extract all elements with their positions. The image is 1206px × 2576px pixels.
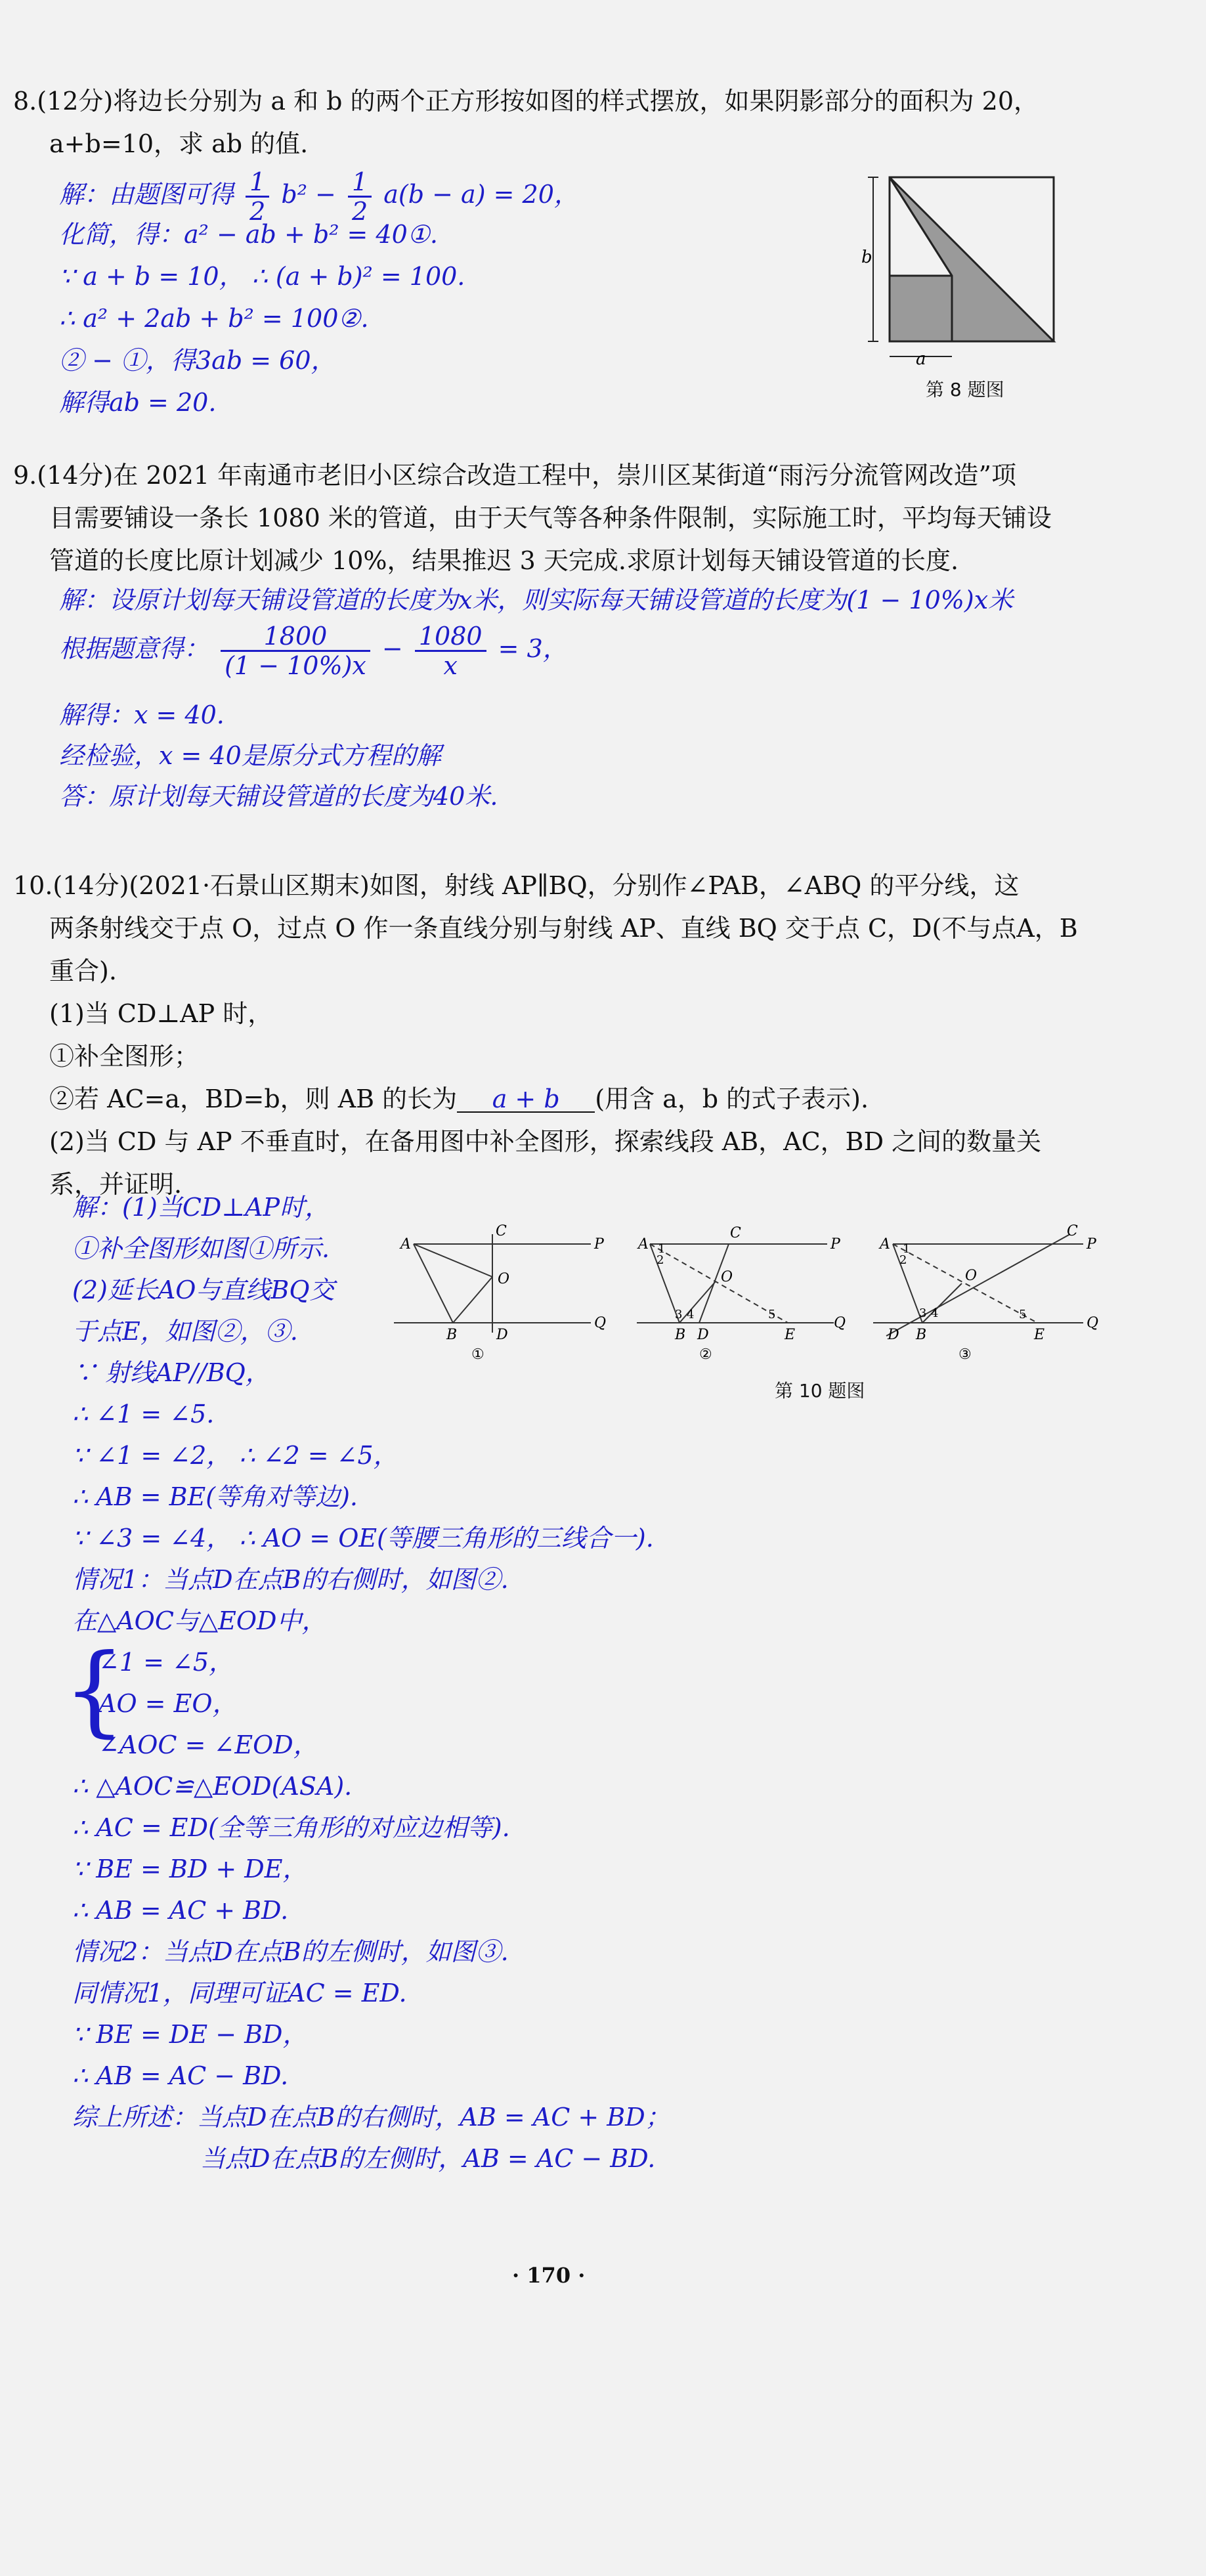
page-number: · 170 · [512,2263,586,2288]
q9-solution-line2: 根据题意得： $\frac{1800}{(1 - 10\%)x}$ − $\frac{1080}{x}$ = 3， [59,622,568,680]
q10-system-line: ∠1 = ∠5， [98,1648,234,1677]
q10-stem-line2: 两条射线交于点 O，过点 O 作一条直线分别与射线 AP、直线 BQ 交于点 C，D(不与点A，B [49,914,1078,943]
q9-stem-line2: 目需要铺设一条长 1080 米的管道，由于天气等各种条件限制，实际施工时，平均每天铺设 [49,504,1052,532]
svg-text:O: O [498,1271,510,1287]
answer-blank: a + b [457,1086,595,1113]
svg-text:4: 4 [687,1308,695,1321]
fraction-half: $\frac{1}{2}$ [348,169,372,224]
q10-part2-line2: 系，并证明. [49,1170,183,1199]
q10-part1-b: ②若 AC=a，BD=b，则 AB 的长为 a + b (用含 a，b 的式子表示). [49,1084,869,1113]
q10-figure-3 [873,1223,1098,1363]
q10-solution-line: ∵ BE = DE − BD， [72,2020,308,2049]
svg-text:Q: Q [834,1315,846,1331]
figure-2-number: ② [699,1346,712,1363]
q10-solution-line: ∴ AB = BE(等角对等边). [72,1482,358,1511]
svg-text:P: P [1087,1236,1096,1253]
q10-solution-line: ∴ AB = AC − BD. [72,2061,289,2090]
q8-small-square [890,276,952,341]
figure-1-number: ① [471,1346,485,1363]
q9-stem-line1: 9.(14分)在 2021 年南通市老旧小区综合改造工程中，崇川区某街道“雨污分流管网改造”项 [13,461,1016,490]
svg-text:C: C [496,1223,507,1239]
q10-part1: (1)当 CD⊥AP 时， [49,999,273,1028]
svg-text:Q: Q [594,1315,607,1331]
q8-stem-line1: 8.(12分)将边长分别为 a 和 b 的两个正方形按如图的样式摆放，如果阴影部分的面积为 20， [13,87,1039,116]
svg-text:1: 1 [658,1242,666,1256]
q10-solution-line: ∴ ∠1 = ∠5. [72,1400,215,1428]
q8-solution-line5: ② − ①，得3ab = 60， [59,346,336,375]
q10-figure-caption: 第 10 题图 [775,1380,865,1402]
svg-text:Q: Q [1087,1315,1099,1331]
q10-solution-line: ∵ 射线AP//BQ， [72,1358,270,1387]
svg-text:O: O [721,1269,733,1285]
svg-text:O: O [965,1268,978,1284]
q10-solution-line: ∵ ∠3 = ∠4， ∴ AO = OE(等腰三角形的三线合一). [72,1524,654,1553]
q10-stem-line1: 10.(14分)(2021·石景山区期末)如图，射线 AP∥BQ，分别作∠PAB，∠ABQ 的平分线，这 [13,871,1020,900]
q10-figure-2 [637,1225,846,1363]
svg-text:A: A [638,1236,649,1253]
q10-solution-line: ∴ AC = ED(全等三角形的对应边相等). [72,1813,510,1842]
q8-figure [860,167,1064,371]
svg-text:C: C [1067,1223,1078,1239]
q10-stem-line3: 重合). [49,956,117,985]
svg-text:3: 3 [675,1308,683,1321]
q10-conclusion-line2: 当点D在点B的左侧时，AB = AC − BD. [200,2144,656,2173]
svg-text:C: C [730,1225,741,1241]
q10-solution-line: 解：(1)当CD⊥AP时， [72,1193,330,1222]
svg-text:P: P [830,1236,840,1253]
q10-solution-line: 情况2：当点D在点B的左侧时，如图③. [72,1937,509,1966]
q10-solution-line: ①补全图形如图①所示. [72,1234,330,1263]
svg-text:E: E [785,1327,796,1343]
q10-part1-a: ①补全图形； [49,1042,200,1071]
svg-text:3: 3 [919,1306,927,1320]
svg-text:5: 5 [768,1308,776,1321]
q10-solution-line: 于点E，如图②，③. [72,1317,298,1346]
q8-solution-line2: 化简，得：a² − ab + b² = 40①. [59,220,438,249]
figure-3-number: ③ [958,1346,972,1363]
q9-solution-line4: 经检验，x = 40是原分式方程的解 [59,741,441,770]
q8-label-a: a [916,349,926,369]
q10-solution-line: ∵ ∠1 = ∠2， ∴ ∠2 = ∠5， [72,1441,398,1470]
q8-solution-line4: ∴ a² + 2ab + b² = 100②. [59,304,369,333]
svg-text:B: B [675,1327,686,1343]
svg-text:A: A [880,1236,890,1253]
fraction-1080: $\frac{1080}{x}$ [415,624,486,678]
q8-solution-line3: ∵ a + b = 10， ∴ (a + b)² = 100. [59,262,465,291]
svg-text:A: A [400,1236,411,1253]
fraction-1800: $\frac{1800}{(1 - 10\%)x}$ [221,624,370,678]
svg-text:B: B [916,1327,927,1343]
q10-system-line: ∠AOC = ∠EOD， [98,1730,318,1759]
q10-conclusion-line1: 综上所述：当点D在点B的右侧时，AB = AC + BD； [72,2103,670,2132]
q8-label-b: b [861,247,872,267]
q10-solution-line: ∴ △AOC≌△EOD(ASA). [72,1772,353,1801]
q9-stem-line3: 管道的长度比原计划减少 10%，结果推迟 3 天完成.求原计划每天铺设管道的长度. [49,546,959,575]
q10-part2-line1: (2)当 CD 与 AP 不垂直时，在备用图中补全图形，探索线段 AB，AC，BD 之间的数量关 [49,1127,1042,1156]
svg-text:D: D [496,1327,508,1343]
svg-text:D: D [888,1327,899,1343]
q8-solution-line1: 解：由题图可得 $\frac{1}{2}$ b² − $\frac{1}{2}$ a(b − a) = 20， [59,167,579,226]
svg-text:B: B [446,1327,458,1343]
system-brace: { [63,1633,126,1748]
q9-solution-line3: 解得：x = 40. [59,700,225,729]
svg-text:4: 4 [931,1306,939,1320]
q8-solution-line6: 解得ab = 20. [59,388,217,417]
q10-solution-line: 情况1：当点D在点B的右侧时，如图②. [72,1565,509,1594]
fraction-half: $\frac{1}{2}$ [246,169,269,224]
svg-text:5: 5 [1019,1308,1027,1321]
q10-solution-line: (2)延长AO与直线BQ交 [72,1276,335,1304]
q9-solution-line5: 答：原计划每天铺设管道的长度为40米. [59,782,498,811]
q10-figure-1 [394,1223,606,1363]
svg-text:P: P [594,1236,604,1253]
svg-text:2: 2 [657,1253,664,1267]
svg-text:D: D [697,1327,709,1343]
q8-stem-line2: a+b=10，求 ab 的值. [49,129,309,158]
svg-text:2: 2 [899,1253,907,1267]
q10-solution-line: ∵ BE = BD + DE， [72,1855,308,1883]
q9-solution-line1: 解：设原计划每天铺设管道的长度为x米，则实际每天铺设管道的长度为(1 − 10%)x米 [59,586,1014,614]
q10-solution-line: 在△AOC与△EOD中， [72,1606,327,1635]
svg-text:1: 1 [903,1242,911,1256]
q10-system-line: AO = EO， [98,1689,238,1718]
q10-solution-line: ∴ AB = AC + BD. [72,1896,289,1925]
q8-figure-caption: 第 8 题图 [926,379,1004,400]
q10-figures [394,1221,1103,1365]
svg-text:E: E [1034,1327,1045,1343]
q10-solution-line: 同情况1，同理可证AC = ED. [72,1979,407,2007]
